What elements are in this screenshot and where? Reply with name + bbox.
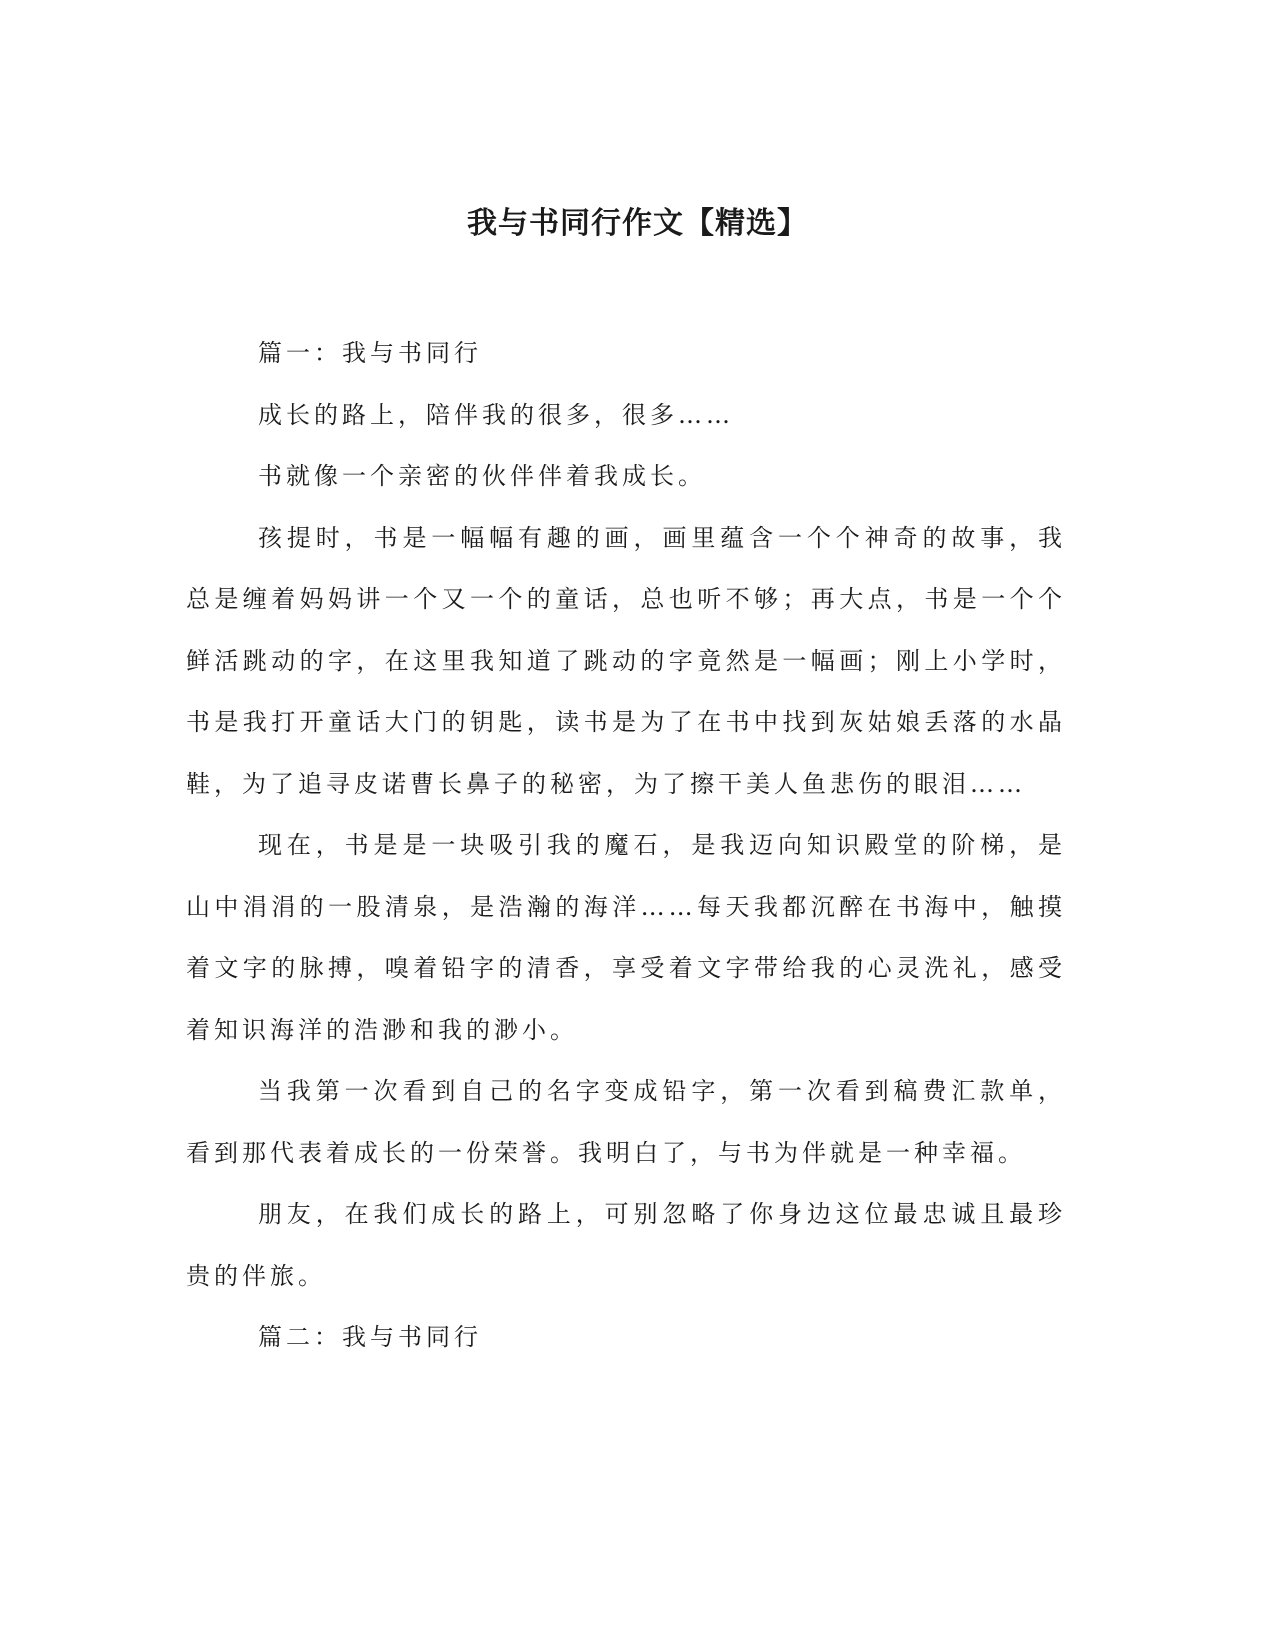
section-heading-1: 篇一：我与书同行	[258, 339, 482, 367]
document-body	[186, 323, 1066, 1369]
paragraph: 孩提时，书是一幅幅有趣的画，画里蕴含一个个神奇的故事，我总是缠着妈妈讲一个又一个的童话，总也听不够；再大点，书是一个个鲜活跳动的字，在这里我知道了跳动的字竟然是一幅画；刚上小学时，书是我打开童话大门的钥匙，读书是为了在书中找到灰姑娘丢落的水晶鞋，为了追寻皮诺曹长鼻子的秘密，为了擦干美人鱼悲伤的眼泪……	[186, 523, 1066, 798]
paragraph: 现在，书是是一块吸引我的魔石，是我迈向知识殿堂的阶梯，是山中涓涓的一股清泉，是浩瀚的海洋……每天我都沉醉在书海中，触摸着文字的脉搏，嗅着铅字的清香，享受着文字带给我的心灵洗礼，感受着知识海洋的浩渺和我的渺小。	[186, 831, 1066, 1044]
section-heading-2: 篇二：我与书同行	[258, 1323, 482, 1351]
document-title: 我与书同行作文【精选】	[467, 206, 808, 241]
paragraph: 朋友，在我们成长的路上，可别忽略了你身边这位最忠诚且最珍贵的伴旅。	[186, 1200, 1066, 1290]
paragraph: 成长的路上，陪伴我的很多，很多……	[258, 400, 734, 429]
paragraph: 书就像一个亲密的伙伴伴着我成长。	[258, 462, 706, 490]
paragraph: 当我第一次看到自己的名字变成铅字，第一次看到稿费汇款单，看到那代表着成长的一份荣誉。我明白了，与书为伴就是一种幸福。	[186, 1077, 1066, 1167]
